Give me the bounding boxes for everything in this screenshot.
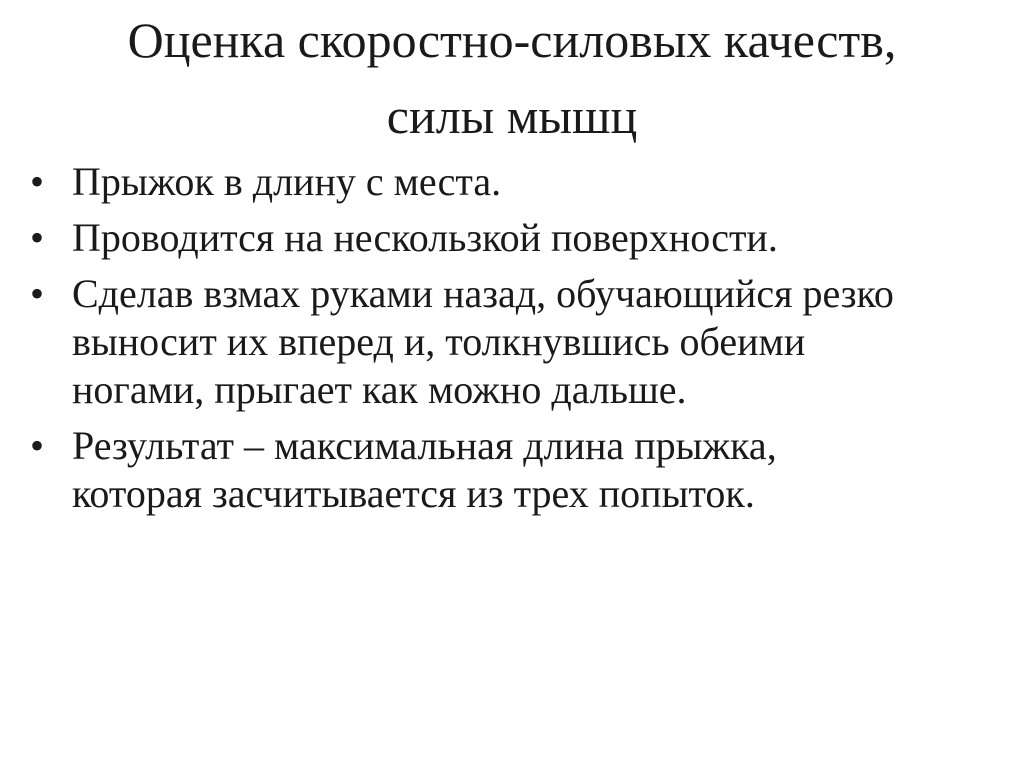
bullet-item xyxy=(30,422,1020,518)
bullet-line: Прыжок в длину с места. xyxy=(72,159,502,204)
bullet-list xyxy=(30,158,1020,526)
bullet-line: которая засчитывается из трех попыток. xyxy=(72,471,755,516)
bullet-icon: • xyxy=(30,423,45,468)
bullet-line: Проводится на нескользкой поверхности. xyxy=(72,215,778,260)
bullet-item xyxy=(30,270,1020,414)
bullet-line: Сделав взмах руками назад, обучающийся резко xyxy=(72,271,894,316)
slide-title-line-1: Оценка скоростно-силовых качеств, xyxy=(127,12,897,68)
bullet-text xyxy=(72,214,1020,262)
bullet-text xyxy=(72,158,1020,206)
bullet-text xyxy=(72,270,1020,414)
bullet-text xyxy=(72,422,1020,518)
bullet-icon: • xyxy=(30,215,45,260)
slide-title xyxy=(0,2,1024,154)
bullet-item xyxy=(30,214,1020,262)
bullet-line: Результат – максимальная длина прыжка, xyxy=(72,423,777,468)
bullet-icon: • xyxy=(30,271,45,316)
bullet-line: выносит их вперед и, толкнувшись обеими xyxy=(72,319,806,364)
bullet-line: ногами, прыгает как можно дальше. xyxy=(72,367,687,412)
bullet-item xyxy=(30,158,1020,206)
slide-title-line-2: силы мышц xyxy=(386,88,638,144)
bullet-icon: • xyxy=(30,159,45,204)
